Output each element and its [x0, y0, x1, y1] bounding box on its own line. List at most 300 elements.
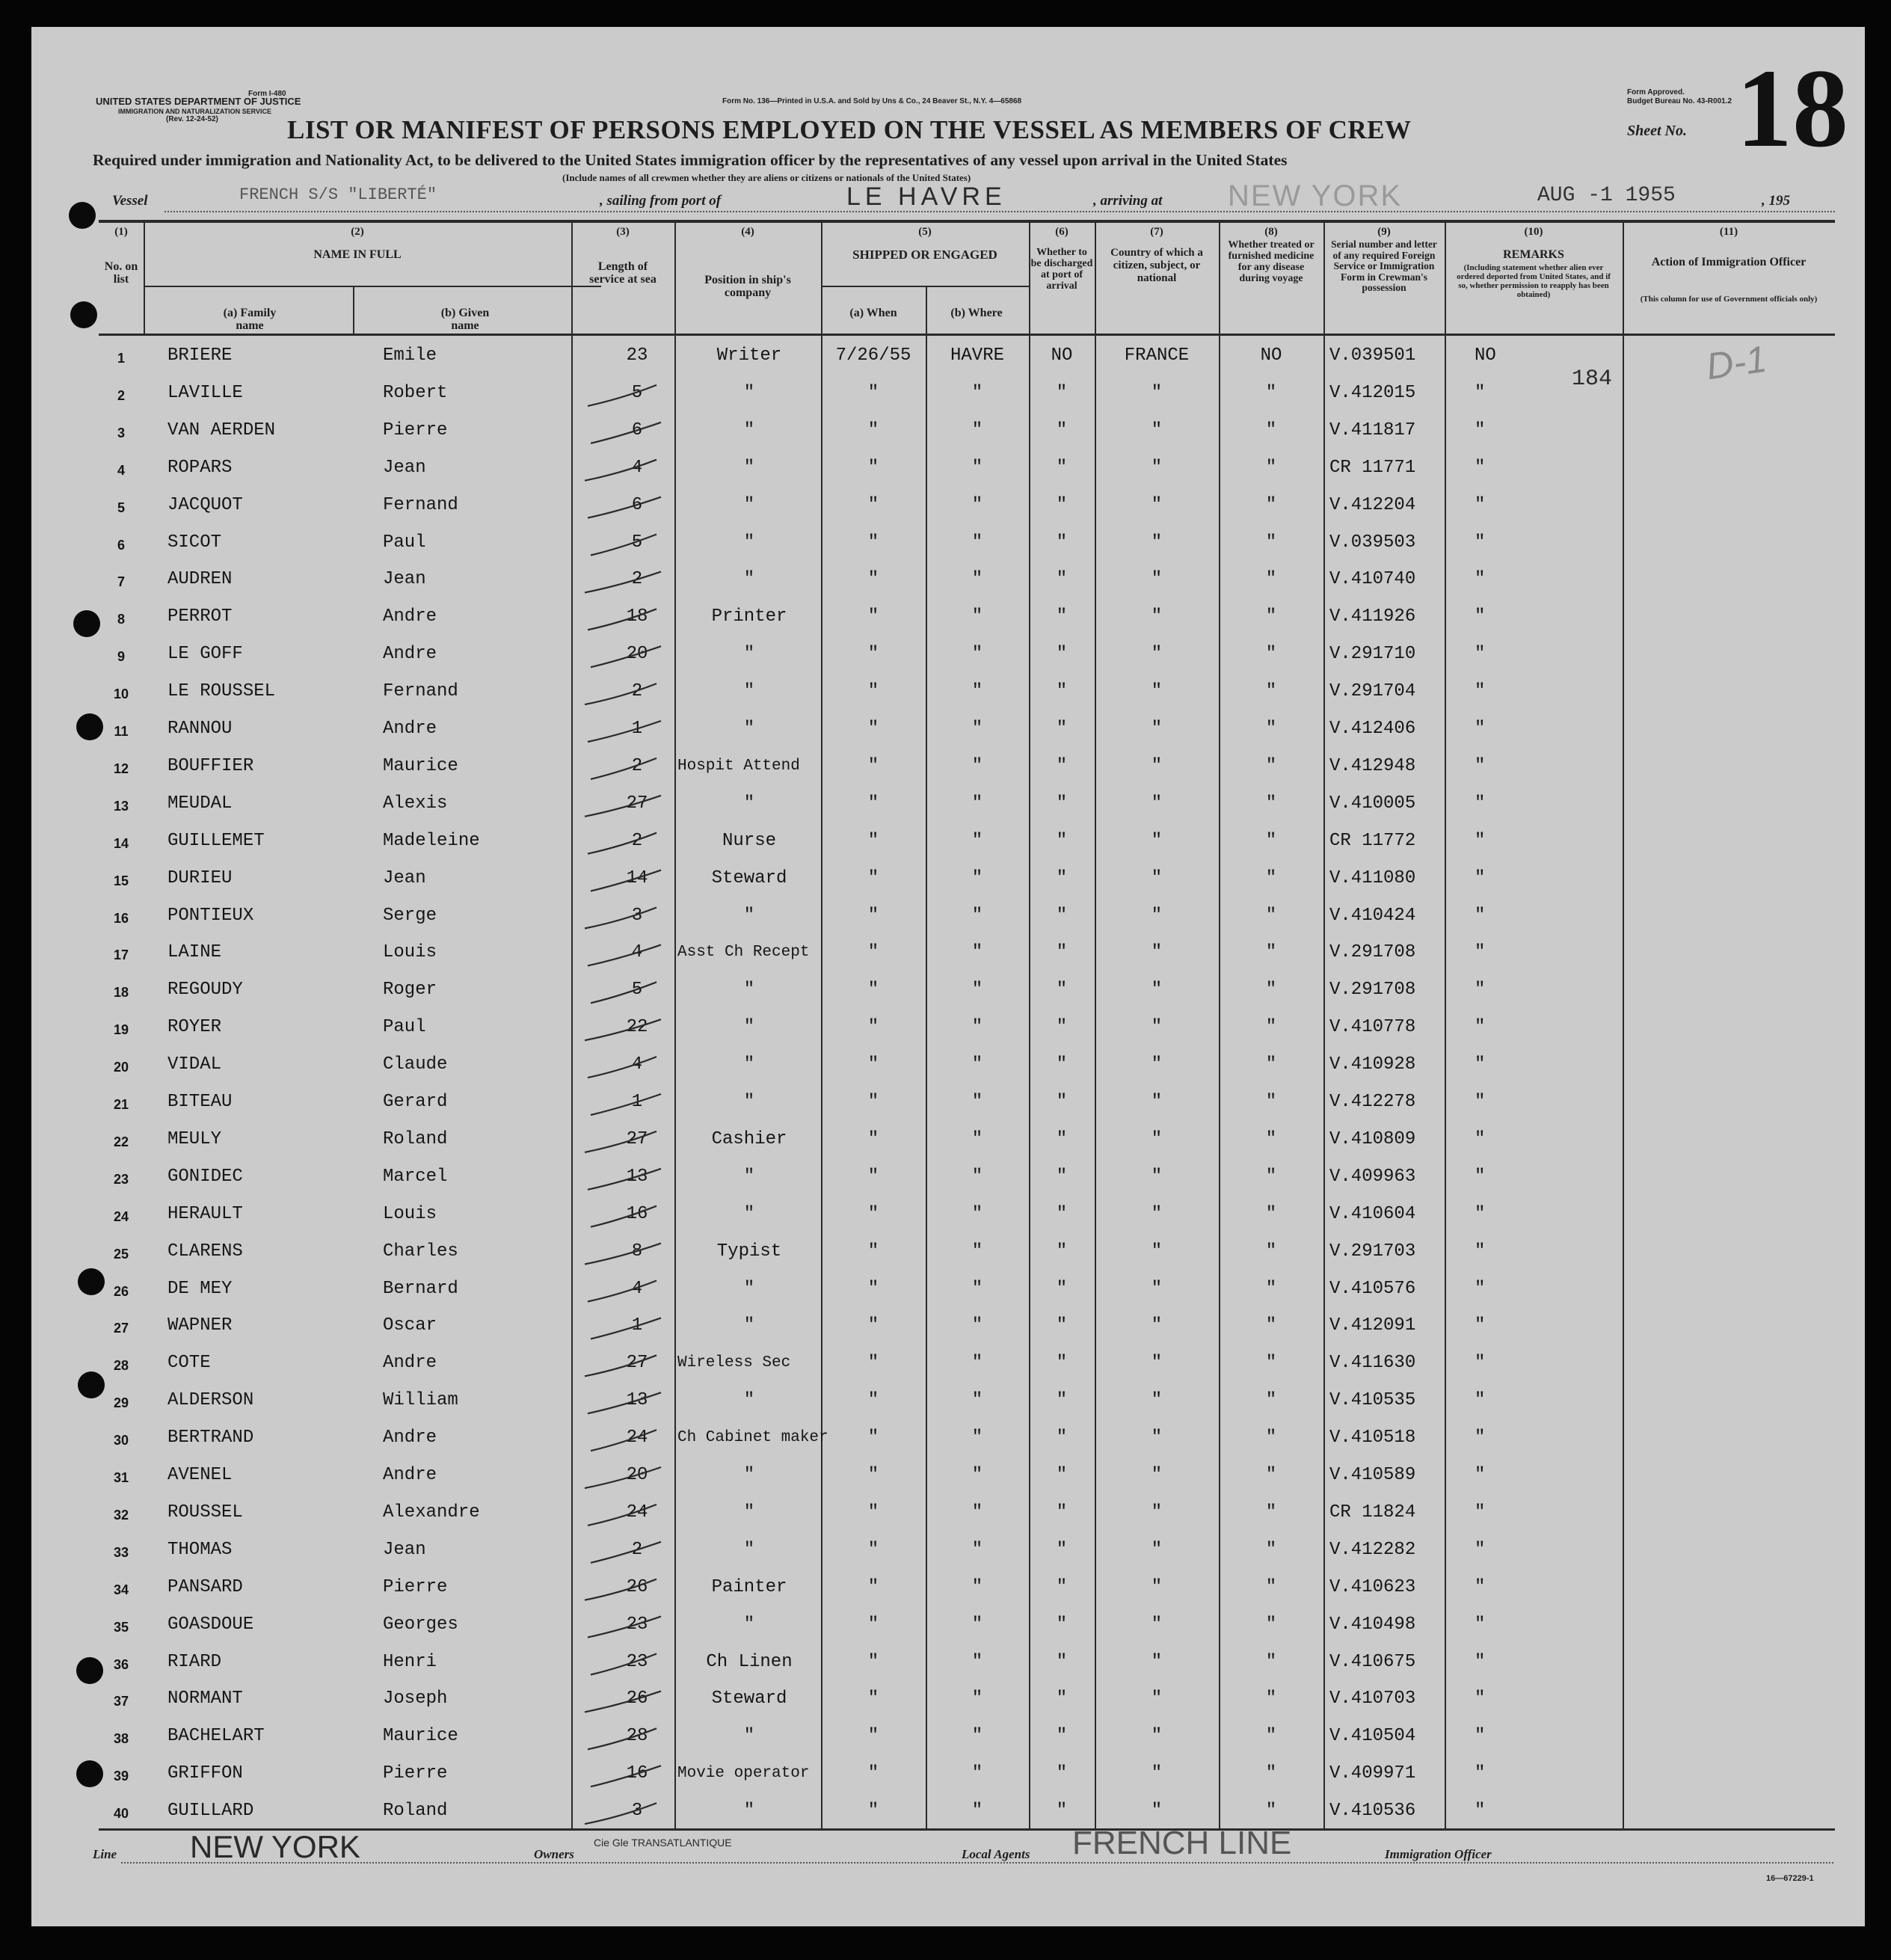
strike-mark: [588, 497, 661, 518]
length-of-service: 8: [631, 1241, 643, 1262]
country: ": [1151, 1539, 1163, 1560]
shipped-when: ": [867, 457, 879, 478]
sheet-label: Sheet No.: [1627, 123, 1687, 139]
discharged: ": [1056, 830, 1068, 851]
position: Hospit Attend: [677, 757, 800, 775]
shipped-when: ": [867, 867, 879, 888]
family-name: ROYER: [167, 1017, 222, 1038]
budget-bureau: Budget Bureau No. 43-R001.2: [1627, 97, 1732, 105]
medicine: ": [1265, 1203, 1277, 1224]
family-name: RANNOU: [167, 719, 233, 739]
discharged: ": [1056, 980, 1068, 1001]
col-number: (6): [1055, 226, 1069, 238]
row-number: 16: [113, 910, 129, 926]
vessel-label: Vessel: [112, 193, 148, 209]
shipped-when: ": [867, 905, 879, 926]
col-number: (8): [1264, 226, 1278, 238]
remarks: ": [1475, 1502, 1486, 1523]
country: ": [1151, 793, 1163, 814]
given-name: Andre: [383, 1353, 437, 1374]
remarks: ": [1475, 1092, 1486, 1112]
serial-number: V.410518: [1329, 1428, 1416, 1449]
header-country: Country of which a citizen, subject, or national: [1110, 247, 1203, 284]
shipped-where: ": [971, 644, 983, 665]
medicine: ": [1265, 1801, 1277, 1822]
shipped-where: ": [971, 1614, 983, 1635]
shipped-when: ": [867, 830, 879, 851]
country: ": [1151, 867, 1163, 888]
serial-number: V.409971: [1329, 1763, 1416, 1784]
remarks: ": [1475, 1651, 1486, 1672]
shipped-where: ": [971, 1651, 983, 1672]
shipped-where: ": [971, 905, 983, 926]
position: Steward: [711, 1689, 787, 1709]
vessel-name: FRENCH S/S "LIBERTÉ": [239, 185, 437, 204]
remarks: ": [1475, 1017, 1486, 1038]
position: Asst Ch Recept: [677, 944, 810, 962]
shipped-when: ": [867, 420, 879, 440]
strike-mark: [591, 423, 661, 443]
country: ": [1151, 1428, 1163, 1449]
position: Wireless Sec: [677, 1354, 791, 1372]
length-of-service: 20: [626, 1465, 648, 1485]
serial-number: V.291708: [1329, 942, 1416, 963]
discharged: ": [1056, 942, 1068, 963]
strike-mark: [585, 1019, 661, 1040]
discharged: ": [1056, 606, 1068, 627]
family-name: PERROT: [167, 606, 233, 627]
discharged: ": [1056, 1353, 1068, 1374]
discharged: ": [1056, 494, 1068, 515]
country: ": [1151, 1651, 1163, 1672]
remarks: ": [1475, 1428, 1486, 1449]
shipped-where: ": [971, 793, 983, 814]
remarks: ": [1475, 1614, 1486, 1635]
family-name: PANSARD: [167, 1576, 243, 1597]
shipped-when: ": [867, 1315, 879, 1336]
medicine: ": [1265, 1017, 1277, 1038]
remarks: ": [1475, 1465, 1486, 1485]
country: ": [1151, 1054, 1163, 1075]
remarks: ": [1475, 382, 1486, 403]
medicine: ": [1265, 606, 1277, 627]
family-name: AVENEL: [167, 1465, 233, 1485]
given-name: Pierre: [383, 1576, 448, 1597]
shipped-where: ": [971, 1689, 983, 1709]
arrival-date: AUG -1 1955: [1537, 184, 1676, 207]
col-number: (1): [114, 226, 128, 238]
serial-number: CR 11772: [1329, 830, 1416, 851]
length-of-service: 16: [626, 1763, 648, 1784]
row-number: 10: [113, 686, 129, 702]
position: ": [743, 1726, 755, 1747]
discharged: ": [1056, 1576, 1068, 1597]
position: Movie operator: [677, 1765, 810, 1783]
serial-number: V.412204: [1329, 494, 1416, 515]
row-number: 36: [113, 1656, 129, 1672]
remarks: ": [1475, 569, 1486, 590]
country: ": [1151, 1092, 1163, 1112]
discharged: ": [1056, 681, 1068, 702]
shipped-when: ": [867, 719, 879, 739]
remarks: ": [1475, 1390, 1486, 1411]
position: ": [743, 644, 755, 665]
serial-number: V.412091: [1329, 1315, 1416, 1336]
given-name: Georges: [383, 1614, 458, 1635]
shipped-where: HAVRE: [950, 345, 1004, 366]
remarks: ": [1475, 1539, 1486, 1560]
remarks: ": [1475, 494, 1486, 515]
discharged: ": [1056, 1726, 1068, 1747]
row-number: 14: [113, 835, 129, 851]
shipped-when: ": [867, 1651, 879, 1672]
discharged: ": [1056, 1801, 1068, 1822]
country: ": [1151, 1576, 1163, 1597]
discharged: ": [1056, 1315, 1068, 1336]
row-number: 40: [113, 1806, 129, 1822]
length-of-service: 4: [631, 1054, 643, 1075]
shipped-when: ": [867, 1689, 879, 1709]
given-name: Roger: [383, 980, 437, 1001]
strike-mark: [591, 1094, 661, 1115]
strike-mark: [591, 646, 661, 667]
given-name: Jean: [383, 457, 426, 478]
discharged: ": [1056, 1092, 1068, 1112]
position: ": [743, 420, 755, 440]
given-name: Maurice: [383, 755, 458, 776]
serial-number: V.411926: [1329, 606, 1416, 627]
strike-mark: [585, 796, 661, 817]
medicine: ": [1265, 569, 1277, 590]
medicine: ": [1265, 1241, 1277, 1262]
shipped-when: ": [867, 1390, 879, 1411]
shipped-when: ": [867, 569, 879, 590]
country: ": [1151, 1390, 1163, 1411]
given-name: Roland: [383, 1128, 448, 1149]
form-number: Form I-480: [248, 90, 286, 98]
medicine: ": [1265, 942, 1277, 963]
discharged: ": [1056, 1651, 1068, 1672]
strike-mark: [585, 460, 657, 481]
remarks: ": [1475, 681, 1486, 702]
include-note: (Include names of all crewmen whether they are aliens or citizens or nationals of the United States): [562, 172, 971, 183]
family-name: CLARENS: [167, 1241, 243, 1262]
serial-number: V.412278: [1329, 1092, 1416, 1112]
country: ": [1151, 1726, 1163, 1747]
length-of-service: 5: [631, 382, 643, 403]
country: ": [1151, 719, 1163, 739]
serial-number: V.411080: [1329, 867, 1416, 888]
row-number: 26: [113, 1283, 129, 1299]
strike-mark: [588, 944, 661, 965]
remarks: ": [1475, 1726, 1486, 1747]
discharged: ": [1056, 1428, 1068, 1449]
position: ": [743, 569, 755, 590]
shipped-where: ": [971, 1278, 983, 1299]
family-name: GUILLEMET: [167, 830, 265, 851]
strike-mark: [591, 535, 657, 556]
given-name: Alexis: [383, 793, 448, 814]
given-name: Andre: [383, 1465, 437, 1485]
medicine: ": [1265, 1689, 1277, 1709]
family-name: AUDREN: [167, 569, 233, 590]
serial-number: V.412282: [1329, 1539, 1416, 1560]
arriving-label: , arriving at: [1093, 193, 1163, 209]
header-action-note: (This column for use of Government officials only): [1640, 295, 1818, 304]
length-of-service: 13: [626, 1390, 648, 1411]
length-of-service: 23: [626, 1651, 648, 1672]
strike-mark: [585, 1244, 661, 1265]
medicine: ": [1265, 980, 1277, 1001]
country: ": [1151, 606, 1163, 627]
strike-mark: [588, 1392, 661, 1413]
owners-label: Owners: [534, 1847, 574, 1861]
length-of-service: 23: [626, 1614, 648, 1635]
medicine: ": [1265, 494, 1277, 515]
family-name: GOASDOUE: [167, 1614, 254, 1635]
row-number: 11: [114, 724, 129, 739]
position: Painter: [711, 1576, 787, 1597]
country: ": [1151, 644, 1163, 665]
remarks: ": [1475, 980, 1486, 1001]
strike-mark: [588, 833, 657, 854]
position: ": [743, 1390, 755, 1411]
position: Cashier: [711, 1128, 787, 1149]
discharged: ": [1056, 719, 1068, 739]
discharged: ": [1056, 905, 1068, 926]
agents-value: FRENCH LINE: [1072, 1825, 1292, 1861]
service-name: IMMIGRATION AND NATURALIZATION SERVICE: [118, 108, 271, 115]
length-of-service: 3: [631, 1801, 643, 1822]
shipped-where: ": [971, 1017, 983, 1038]
medicine: ": [1265, 1465, 1277, 1485]
port-of-departure: LE HAVRE: [846, 182, 1006, 211]
family-name: GUILLARD: [167, 1801, 254, 1822]
family-name: NORMANT: [167, 1689, 243, 1709]
remarks: ": [1475, 830, 1486, 851]
row-number: 3: [117, 425, 125, 440]
shipped-when: ": [867, 1241, 879, 1262]
discharged: ": [1056, 1539, 1068, 1560]
discharged: ": [1056, 1689, 1068, 1709]
family-name: SICOT: [167, 532, 222, 553]
row-number: 23: [113, 1171, 129, 1187]
row-number: 34: [113, 1582, 129, 1597]
given-name: Henri: [383, 1651, 437, 1672]
length-of-service: 6: [631, 420, 643, 440]
serial-number: V.410740: [1329, 569, 1416, 590]
given-name: Fernand: [383, 494, 458, 515]
serial-number: V.410498: [1329, 1614, 1416, 1635]
printer-note: Form No. 136—Printed in U.S.A. and Sold by Uns & Co., 24 Beaver St., N.Y. 4—65868: [722, 97, 1022, 105]
country: ": [1151, 382, 1163, 403]
medicine: ": [1265, 681, 1277, 702]
shipped-where: ": [971, 494, 983, 515]
remarks: ": [1475, 867, 1486, 888]
shipped-where: ": [971, 1726, 983, 1747]
country: ": [1151, 905, 1163, 926]
remark-number: 184: [1572, 366, 1613, 392]
given-name: Andre: [383, 606, 437, 627]
remarks: ": [1475, 457, 1486, 478]
shipped-where: ": [971, 1353, 983, 1374]
remarks: ": [1475, 532, 1486, 553]
medicine: ": [1265, 793, 1277, 814]
row-number: 33: [113, 1544, 129, 1560]
medicine: ": [1265, 457, 1277, 478]
given-name: Pierre: [383, 420, 448, 440]
remarks: ": [1475, 1315, 1486, 1336]
row-number: 5: [117, 500, 125, 515]
manifest-title: LIST OR MANIFEST OF PERSONS EMPLOYED ON THE VESSEL AS MEMBERS OF CREW: [287, 115, 1412, 144]
medicine: ": [1265, 1054, 1277, 1075]
discharged: ": [1056, 867, 1068, 888]
serial-number: V.412948: [1329, 755, 1416, 776]
family-name: DE MEY: [167, 1278, 233, 1299]
position: ": [743, 382, 755, 403]
medicine: ": [1265, 1278, 1277, 1299]
strike-mark: [588, 721, 661, 742]
discharged: ": [1056, 457, 1068, 478]
shipped-when: ": [867, 1428, 879, 1449]
family-name: HERAULT: [167, 1203, 243, 1224]
shipped-when: ": [867, 793, 879, 814]
shipped-where: ": [971, 1092, 983, 1112]
position: ": [743, 532, 755, 553]
row-number: 35: [113, 1619, 129, 1635]
shipped-when: ": [867, 1166, 879, 1187]
serial-number: V.410576: [1329, 1278, 1416, 1299]
header-when: (a) When: [849, 307, 897, 319]
length-of-service: 26: [626, 1576, 648, 1597]
serial-number: V.412015: [1329, 382, 1416, 403]
row-number: 1: [117, 351, 125, 366]
given-name: Jean: [383, 867, 426, 888]
col-number: (9): [1377, 226, 1391, 238]
family-name: LAVILLE: [167, 382, 243, 403]
header-length-service: Length of service at sea: [589, 260, 657, 286]
row-number: 17: [113, 947, 129, 963]
row-number: 9: [117, 649, 125, 665]
given-name: Louis: [383, 942, 437, 963]
position: ": [743, 1801, 755, 1822]
country: ": [1151, 1801, 1163, 1822]
given-name: Fernand: [383, 681, 458, 702]
shipped-when: ": [867, 1128, 879, 1149]
header-remarks: REMARKS: [1503, 248, 1564, 261]
medicine: ": [1265, 1576, 1277, 1597]
remarks: ": [1475, 719, 1486, 739]
strike-mark: [585, 571, 661, 592]
remarks: ": [1475, 1054, 1486, 1075]
medicine: ": [1265, 1539, 1277, 1560]
footer-dotted-rule: [121, 1862, 1833, 1864]
medicine: ": [1265, 719, 1277, 739]
shipped-where: ": [971, 1801, 983, 1822]
shipped-where: ": [971, 1502, 983, 1523]
length-of-service: 4: [631, 1278, 643, 1299]
serial-number: V.409963: [1329, 1166, 1416, 1187]
remarks: ": [1475, 1241, 1486, 1262]
medicine: NO: [1260, 345, 1282, 366]
shipped-when: ": [867, 1203, 879, 1224]
serial-number: V.410675: [1329, 1651, 1416, 1672]
remarks: ": [1475, 1689, 1486, 1709]
strike-mark: [591, 982, 657, 1003]
header-family-name: (a) Family name: [223, 307, 277, 332]
given-name: Robert: [383, 382, 448, 403]
position: ": [743, 1017, 755, 1038]
family-name: BRIERE: [167, 345, 233, 366]
shipped-where: ": [971, 1241, 983, 1262]
shipped-where: ": [971, 1539, 983, 1560]
row-number: 21: [113, 1097, 129, 1112]
serial-number: V.291708: [1329, 980, 1416, 1001]
family-name: VAN AERDEN: [167, 420, 276, 440]
strike-mark: [588, 1617, 661, 1638]
serial-number: V.411817: [1329, 420, 1416, 440]
country: ": [1151, 1353, 1163, 1374]
serial-number: V.410536: [1329, 1801, 1416, 1822]
serial-number: V.410809: [1329, 1128, 1416, 1149]
length-of-service: 24: [626, 1428, 648, 1449]
length-of-service: 18: [626, 606, 648, 627]
given-name: Andre: [383, 1428, 437, 1449]
medicine: ": [1265, 1502, 1277, 1523]
shipped-where: ": [971, 569, 983, 590]
country: ": [1151, 1128, 1163, 1149]
given-name: Andre: [383, 719, 437, 739]
family-name: BOUFFIER: [167, 755, 254, 776]
discharged: ": [1056, 1128, 1068, 1149]
position: ": [743, 1166, 755, 1187]
given-name: Emile: [383, 345, 437, 366]
remarks: ": [1475, 1763, 1486, 1784]
discharged: ": [1056, 1203, 1068, 1224]
shipped-where: ": [971, 1428, 983, 1449]
remarks: ": [1475, 1353, 1486, 1374]
given-name: Serge: [383, 905, 437, 926]
length-of-service: 1: [631, 1092, 643, 1112]
serial-number: V.291703: [1329, 1241, 1416, 1262]
shipped-when: ": [867, 1726, 879, 1747]
shipped-when: ": [867, 382, 879, 403]
discharged: ": [1056, 793, 1068, 814]
port-of-arrival: NEW YORK: [1228, 179, 1403, 212]
length-of-service: 16: [626, 1203, 648, 1224]
country: ": [1151, 494, 1163, 515]
length-of-service: 4: [631, 457, 643, 478]
row-number: 31: [113, 1470, 129, 1485]
shipped-when: ": [867, 1576, 879, 1597]
length-of-service: 28: [626, 1726, 648, 1747]
given-name: Oscar: [383, 1315, 437, 1336]
country: ": [1151, 1315, 1163, 1336]
discharged: ": [1056, 1278, 1068, 1299]
position: ": [743, 1278, 755, 1299]
family-name: JACQUOT: [167, 494, 243, 515]
shipped-when: ": [867, 1278, 879, 1299]
medicine: ": [1265, 644, 1277, 665]
family-name: LAINE: [167, 942, 222, 963]
col-number: (7): [1150, 226, 1163, 238]
header-serial: Serial number and letter of any required Foreign Service or Immigration Form in Crewman's possession: [1331, 239, 1437, 293]
row-number: 25: [113, 1246, 129, 1262]
strike-mark: [588, 1169, 661, 1190]
strike-mark: [585, 1355, 657, 1376]
col-number: (3): [616, 226, 630, 238]
family-name: LE ROUSSEL: [167, 681, 276, 702]
